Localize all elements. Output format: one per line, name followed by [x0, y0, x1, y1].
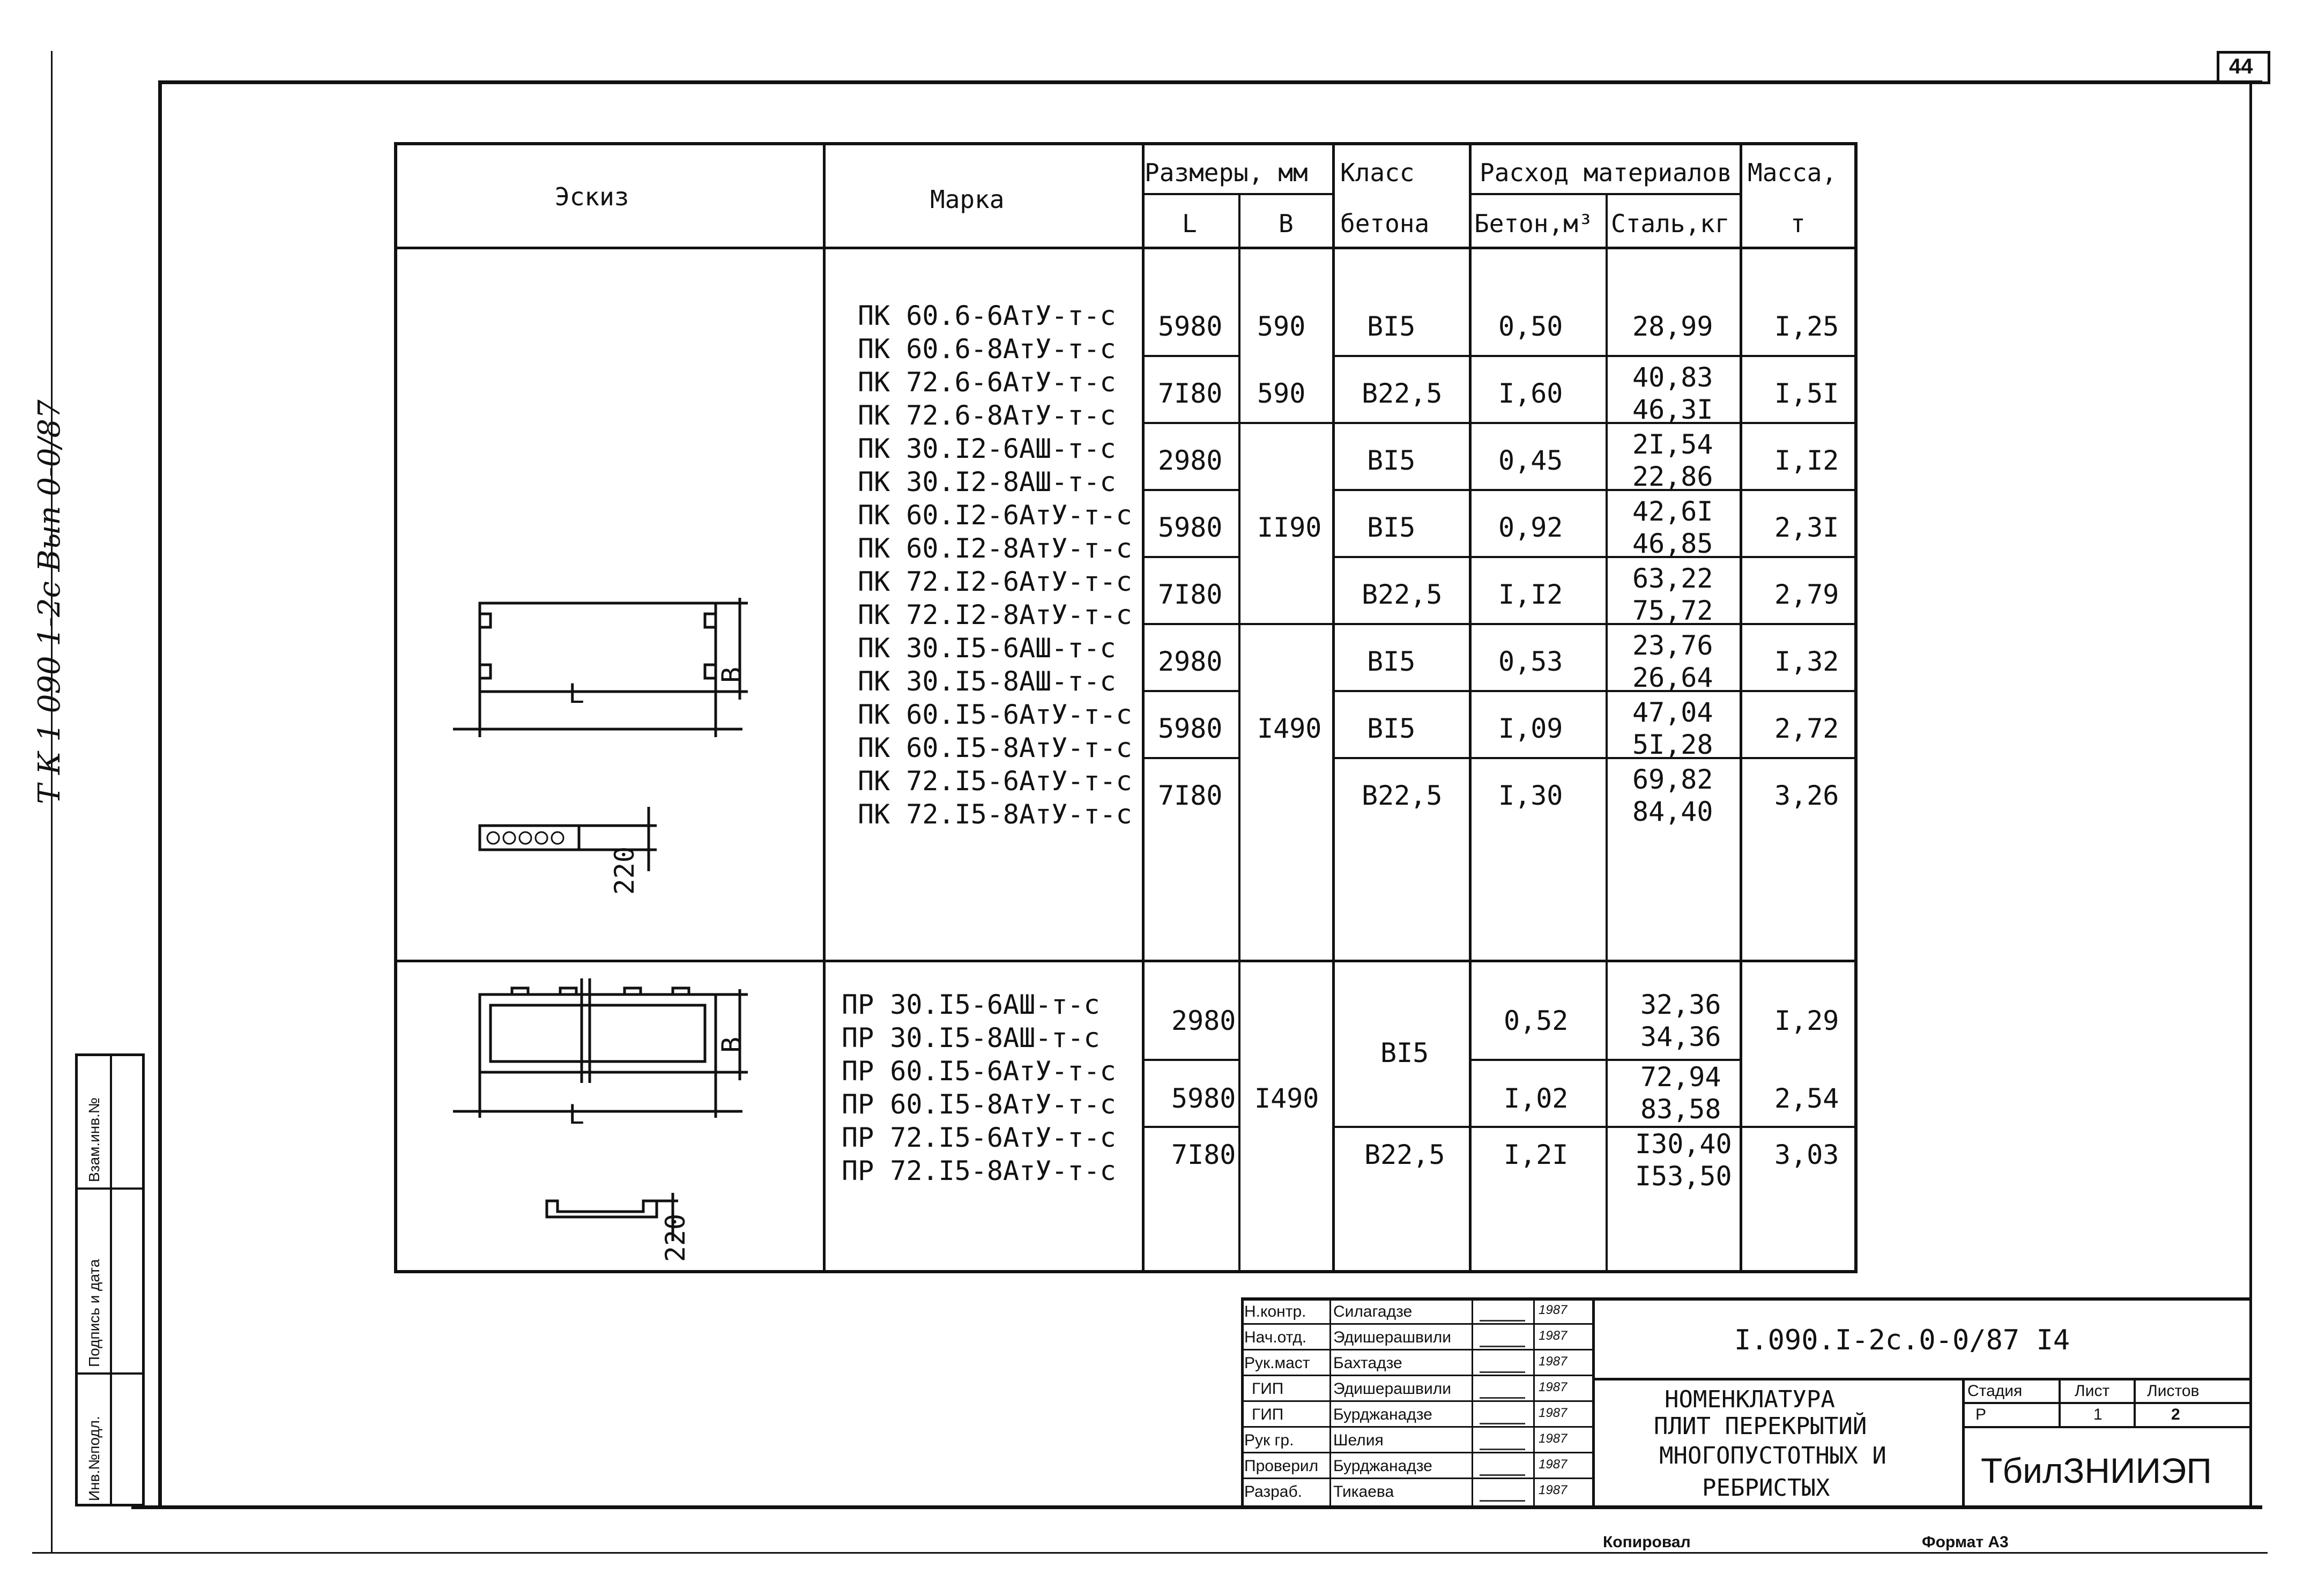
- cell-mass: I,5I: [1774, 378, 1839, 409]
- tb-name: Бурджанадзе: [1333, 1406, 1432, 1423]
- cell-steel: 26,64: [1632, 662, 1713, 693]
- cell-beton: 0,50: [1498, 311, 1563, 342]
- cell-L: 5980: [1158, 713, 1223, 744]
- cell-steel: 46,3I: [1632, 394, 1713, 425]
- cell-steel: 72,94: [1640, 1061, 1721, 1093]
- mark-hollow: ПК 60.I5-8АтУ-т-с: [858, 732, 1132, 763]
- mark-ribbed: ПР 30.I5-6АШ-т-с: [842, 989, 1100, 1020]
- tb-name: Бахтадзе: [1333, 1354, 1402, 1372]
- cell-mass: I,32: [1774, 646, 1839, 677]
- cell-beton: 0,92: [1498, 512, 1563, 543]
- tb-role: ГИП: [1252, 1380, 1284, 1398]
- cell-mass: 2,54: [1774, 1083, 1839, 1114]
- hdr-beton: Бетон,м³: [1474, 209, 1593, 238]
- footer-format: Формат А3: [1922, 1533, 2009, 1551]
- mark-hollow: ПК 72.6-8АтУ-т-с: [858, 400, 1116, 431]
- mark-hollow: ПК 30.I5-8АШ-т-с: [858, 666, 1116, 697]
- cell-steel: 83,58: [1640, 1094, 1721, 1125]
- cell-steel: 63,22: [1632, 563, 1713, 594]
- stage-value: Р: [1975, 1406, 1987, 1423]
- cell-beton: I,09: [1498, 713, 1563, 744]
- cell-steel: 28,99: [1632, 311, 1713, 342]
- hdr-dims: Размеры, мм: [1145, 158, 1308, 187]
- cell-steel: 69,82: [1632, 764, 1713, 795]
- cell-class: BI5: [1380, 1037, 1429, 1068]
- mark-ribbed: ПР 60.I5-6АтУ-т-с: [842, 1056, 1116, 1087]
- stamp-vzam: Взам.инв.№: [86, 1097, 102, 1182]
- mark-hollow: ПК 30.I2-6АШ-т-с: [858, 433, 1116, 464]
- cell-B: II90: [1257, 512, 1322, 543]
- cell-steel: 84,40: [1632, 796, 1713, 827]
- cell-mass: I,I2: [1774, 445, 1839, 476]
- signature: [1480, 1409, 1525, 1424]
- tb-role: Нач.отд.: [1244, 1328, 1307, 1346]
- sketch-label-B: B: [716, 666, 748, 684]
- cell-mass: I,29: [1774, 1005, 1839, 1036]
- cell-class: BI5: [1367, 646, 1416, 677]
- mark-ribbed: ПР 72.I5-8АтУ-т-с: [842, 1155, 1116, 1186]
- tb-role: Рук.маст: [1244, 1354, 1310, 1372]
- left-stamp: [75, 1053, 145, 1506]
- mark-hollow: ПК 60.I5-6АтУ-т-с: [858, 699, 1132, 730]
- doc-title-4: РЕБРИСТЫХ: [1702, 1474, 1830, 1502]
- side-code: Т К 1 090 1-2с Вып 0-0/87: [32, 399, 67, 804]
- cell-L: 2980: [1158, 445, 1223, 476]
- frame-top: [158, 80, 2262, 84]
- cell-class: B22,5: [1362, 579, 1443, 610]
- cell-class: BI5: [1367, 445, 1416, 476]
- sheet-number: 44: [2229, 55, 2253, 78]
- cell-mass: 2,79: [1774, 579, 1839, 610]
- mark-hollow: ПК 72.I2-8АтУ-т-с: [858, 599, 1132, 630]
- tb-date: 1987: [1539, 1328, 1567, 1343]
- tb-name: Эдишерашвили: [1333, 1328, 1451, 1346]
- tb-date: 1987: [1539, 1380, 1567, 1394]
- cell-beton: I,60: [1498, 378, 1563, 409]
- cell-beton: 0,45: [1498, 445, 1563, 476]
- cell-class: BI5: [1367, 713, 1416, 744]
- hdr-class2: бетона: [1340, 209, 1430, 238]
- tb-date: 1987: [1539, 1483, 1567, 1497]
- stage-header: Стадия: [1967, 1382, 2023, 1400]
- nomenclature-table: [394, 142, 1858, 1273]
- signature: [1480, 1460, 1525, 1476]
- frame-left: [158, 80, 162, 1509]
- mark-hollow: ПК 72.I2-6АтУ-т-с: [858, 566, 1132, 597]
- hdr-materials: Расход материалов: [1480, 158, 1732, 187]
- mark-hollow: ПК 72.I5-8АтУ-т-с: [858, 799, 1132, 830]
- hdr-mark: Марка: [930, 185, 1005, 214]
- tb-role: ГИП: [1252, 1406, 1284, 1423]
- mark-hollow: ПК 30.I5-6АШ-т-с: [858, 633, 1116, 664]
- doc-code: I.090.I-2с.0-0/87 I4: [1734, 1324, 2070, 1356]
- cell-L: 5980: [1158, 311, 1223, 342]
- cell-steel: I53,50: [1635, 1161, 1732, 1192]
- cell-beton: 0,53: [1498, 646, 1563, 677]
- cell-L: 2980: [1158, 646, 1223, 677]
- cell-beton: I,I2: [1498, 579, 1563, 610]
- tb-name: Силагадзе: [1333, 1303, 1413, 1320]
- cell-L: 7I80: [1171, 1139, 1236, 1170]
- tb-role: Н.контр.: [1244, 1303, 1306, 1320]
- mark-hollow: ПК 72.6-6АтУ-т-с: [858, 367, 1116, 398]
- sketch-label-L: L: [568, 678, 585, 709]
- mark-ribbed: ПР 72.I5-6АтУ-т-с: [842, 1122, 1116, 1153]
- tb-date: 1987: [1539, 1354, 1567, 1369]
- cell-mass: I,25: [1774, 311, 1839, 342]
- cell-B: I490: [1257, 713, 1322, 744]
- hdr-sketch: Эскиз: [555, 182, 629, 211]
- tb-date: 1987: [1539, 1303, 1567, 1317]
- tb-date: 1987: [1539, 1431, 1567, 1446]
- tb-role: Разраб.: [1244, 1483, 1303, 1501]
- cell-B: 590: [1257, 311, 1306, 342]
- tb-name: Шелия: [1333, 1431, 1384, 1449]
- cell-steel: 34,36: [1640, 1021, 1721, 1052]
- sheet-header: Лист: [2075, 1382, 2110, 1400]
- mark-hollow: ПК 60.6-8АтУ-т-с: [858, 333, 1116, 365]
- mark-hollow: ПК 60.I2-8АтУ-т-с: [858, 533, 1132, 564]
- cell-class: BI5: [1367, 311, 1416, 342]
- cell-mass: 3,03: [1774, 1139, 1839, 1170]
- tb-role: Проверил: [1244, 1457, 1319, 1475]
- tb-date: 1987: [1539, 1457, 1567, 1472]
- hdr-mass2: т: [1791, 209, 1806, 238]
- cell-beton: I,30: [1498, 780, 1563, 811]
- tb-role: Рук гр.: [1244, 1431, 1294, 1449]
- mark-hollow: ПК 30.I2-8АШ-т-с: [858, 466, 1116, 498]
- cell-steel: 5I,28: [1632, 729, 1713, 760]
- cell-L: 5980: [1171, 1083, 1236, 1114]
- frame-right: [2249, 80, 2252, 1509]
- signature: [1480, 1383, 1525, 1399]
- cell-beton: 0,52: [1504, 1005, 1569, 1036]
- ribbed-slab-sketch: [421, 978, 796, 1257]
- sketch-label-B-ribbed: B: [716, 1036, 748, 1053]
- footer-copied: Копировал: [1603, 1533, 1691, 1551]
- cell-steel: 40,83: [1632, 362, 1713, 393]
- cell-steel: 32,36: [1640, 989, 1721, 1020]
- cell-L: 2980: [1171, 1005, 1236, 1036]
- signature: [1480, 1486, 1525, 1502]
- sheet-number-box: [2217, 51, 2270, 84]
- cell-steel: 2I,54: [1632, 429, 1713, 460]
- crop-line: [32, 1552, 2268, 1554]
- cell-L: 7I80: [1158, 579, 1223, 610]
- cell-B: I490: [1254, 1083, 1319, 1114]
- signature: [1480, 1306, 1525, 1322]
- cell-steel: 46,85: [1632, 528, 1713, 559]
- sheets-header: Листов: [2147, 1382, 2200, 1400]
- cell-steel: 22,86: [1632, 461, 1713, 492]
- mark-hollow: ПК 60.6-6АтУ-т-с: [858, 300, 1116, 331]
- cell-mass: 2,72: [1774, 713, 1839, 744]
- cell-L: 7I80: [1158, 780, 1223, 811]
- sketch-label-L-ribbed: L: [568, 1099, 585, 1130]
- hdr-mass1: Масса,: [1748, 158, 1837, 187]
- cell-class: B22,5: [1362, 780, 1443, 811]
- cell-class: B22,5: [1364, 1139, 1445, 1170]
- cell-beton: I,02: [1504, 1083, 1569, 1114]
- sketch-label-h: 220: [609, 846, 641, 895]
- mark-ribbed: ПР 60.I5-8АтУ-т-с: [842, 1089, 1116, 1120]
- title-block: [1241, 1297, 2252, 1506]
- signature: [1480, 1435, 1525, 1450]
- cell-B: 590: [1257, 378, 1306, 409]
- cell-mass: 2,3I: [1774, 512, 1839, 543]
- sheet-value: 1: [2093, 1406, 2103, 1423]
- signature: [1480, 1332, 1525, 1347]
- tb-name: Тикаева: [1333, 1483, 1394, 1501]
- cell-steel: 47,04: [1632, 697, 1713, 728]
- cell-L: 5980: [1158, 512, 1223, 543]
- sketch-label-h-ribbed: 220: [660, 1213, 692, 1263]
- cell-steel: 23,76: [1632, 630, 1713, 661]
- hdr-steel: Сталь,кг: [1611, 209, 1730, 238]
- cell-steel: I30,40: [1635, 1129, 1732, 1160]
- hdr-B: B: [1279, 209, 1294, 238]
- cell-steel: 42,6I: [1632, 496, 1713, 527]
- stamp-inv: Инв.№подл.: [86, 1416, 102, 1501]
- doc-title-1: НОМЕНКЛАТУРА: [1665, 1386, 1835, 1413]
- organization: ТбилЗНИИЭП: [1981, 1451, 2212, 1490]
- mark-ribbed: ПР 30.I5-8АШ-т-с: [842, 1022, 1100, 1053]
- signature: [1480, 1357, 1525, 1373]
- cell-L: 7I80: [1158, 378, 1223, 409]
- cell-class: B22,5: [1362, 378, 1443, 409]
- sheets-value: 2: [2171, 1406, 2180, 1423]
- tb-date: 1987: [1539, 1406, 1567, 1420]
- cell-steel: 75,72: [1632, 595, 1713, 626]
- cell-class: BI5: [1367, 512, 1416, 543]
- hdr-class1: Класс: [1340, 158, 1415, 187]
- mark-hollow: ПК 60.I2-6АтУ-т-с: [858, 500, 1132, 531]
- cell-beton: I,2I: [1504, 1139, 1569, 1170]
- tb-name: Бурджанадзе: [1333, 1457, 1432, 1475]
- mark-hollow: ПК 72.I5-6АтУ-т-с: [858, 766, 1132, 797]
- tb-name: Эдишерашвили: [1333, 1380, 1451, 1398]
- hdr-L: L: [1182, 209, 1197, 238]
- doc-title-2: ПЛИТ ПЕРЕКРЫТИЙ: [1654, 1413, 1867, 1440]
- doc-title-3: МНОГОПУСТОТНЫХ И: [1659, 1442, 1886, 1469]
- cell-mass: 3,26: [1774, 780, 1839, 811]
- stamp-sign-date: Подпись и дата: [86, 1259, 102, 1367]
